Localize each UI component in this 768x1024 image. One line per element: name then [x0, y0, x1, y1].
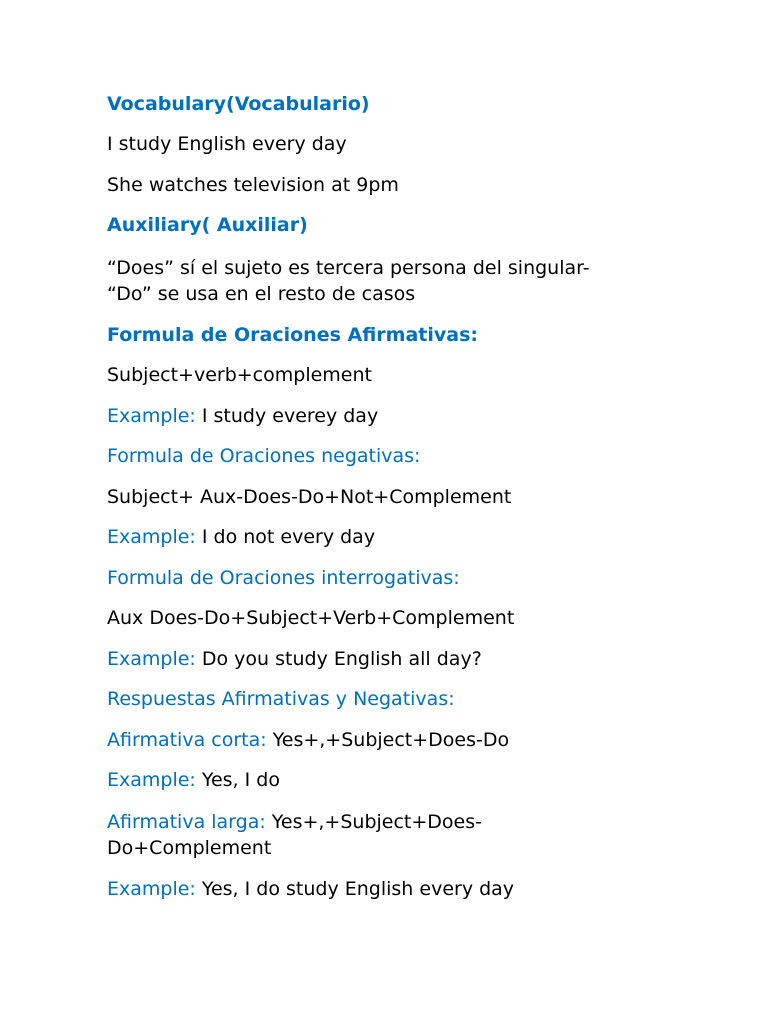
example-label: Example:	[107, 526, 196, 548]
vocab-example-2: She watches television at 9pm	[107, 174, 399, 196]
affirmative-example	[107, 403, 747, 429]
affirmative-heading: Formula de Oraciones Afirmativas:	[107, 324, 479, 346]
affirmative-formula: Subject+verb+complement	[107, 364, 372, 386]
example-label: Example:	[107, 878, 196, 900]
example-label: Example:	[107, 769, 196, 791]
example-text: Yes, I do	[195, 769, 280, 791]
long-example	[107, 876, 747, 902]
interrogative-formula: Aux Does-Do+Subject+Verb+Complement	[107, 607, 515, 629]
vocab-example-1: I study English every day	[107, 133, 347, 155]
example-text: I study everey day	[195, 405, 379, 427]
short-affirmative-text: Yes+,+Subject+Does-Do	[266, 729, 510, 751]
answers-heading: Respuestas Afirmativas y Negativas:	[107, 688, 455, 710]
long-affirmative-continuation: Do+Complement	[107, 837, 272, 859]
example-text: Yes, I do study English every day	[195, 878, 515, 900]
negative-heading: Formula de Oraciones negativas:	[107, 445, 421, 467]
negative-example	[107, 524, 747, 550]
short-example	[107, 767, 747, 793]
short-affirmative-label: Afirmativa corta:	[107, 729, 267, 751]
interrogative-example	[107, 646, 747, 672]
vocabulary-heading: Vocabulary(Vocabulario)	[107, 93, 370, 115]
interrogative-heading: Formula de Oraciones interrogativas:	[107, 567, 460, 589]
example-label: Example:	[107, 405, 196, 427]
example-label: Example:	[107, 648, 196, 670]
auxiliary-line-1: “Does” sí el sujeto es tercera persona del singular-	[107, 257, 590, 279]
example-text: Do you study English all day?	[195, 648, 482, 670]
long-affirmative-text: Yes+,+Subject+Does-	[265, 811, 483, 833]
auxiliary-heading: Auxiliary( Auxiliar)	[107, 214, 308, 236]
long-affirmative-label: Afirmativa larga:	[107, 811, 266, 833]
long-affirmative	[107, 809, 747, 835]
auxiliary-line-2: “Do” se usa en el resto de casos	[107, 283, 416, 305]
short-affirmative	[107, 727, 747, 753]
negative-formula: Subject+ Aux-Does-Do+Not+Complement	[107, 486, 512, 508]
example-text: I do not every day	[195, 526, 376, 548]
